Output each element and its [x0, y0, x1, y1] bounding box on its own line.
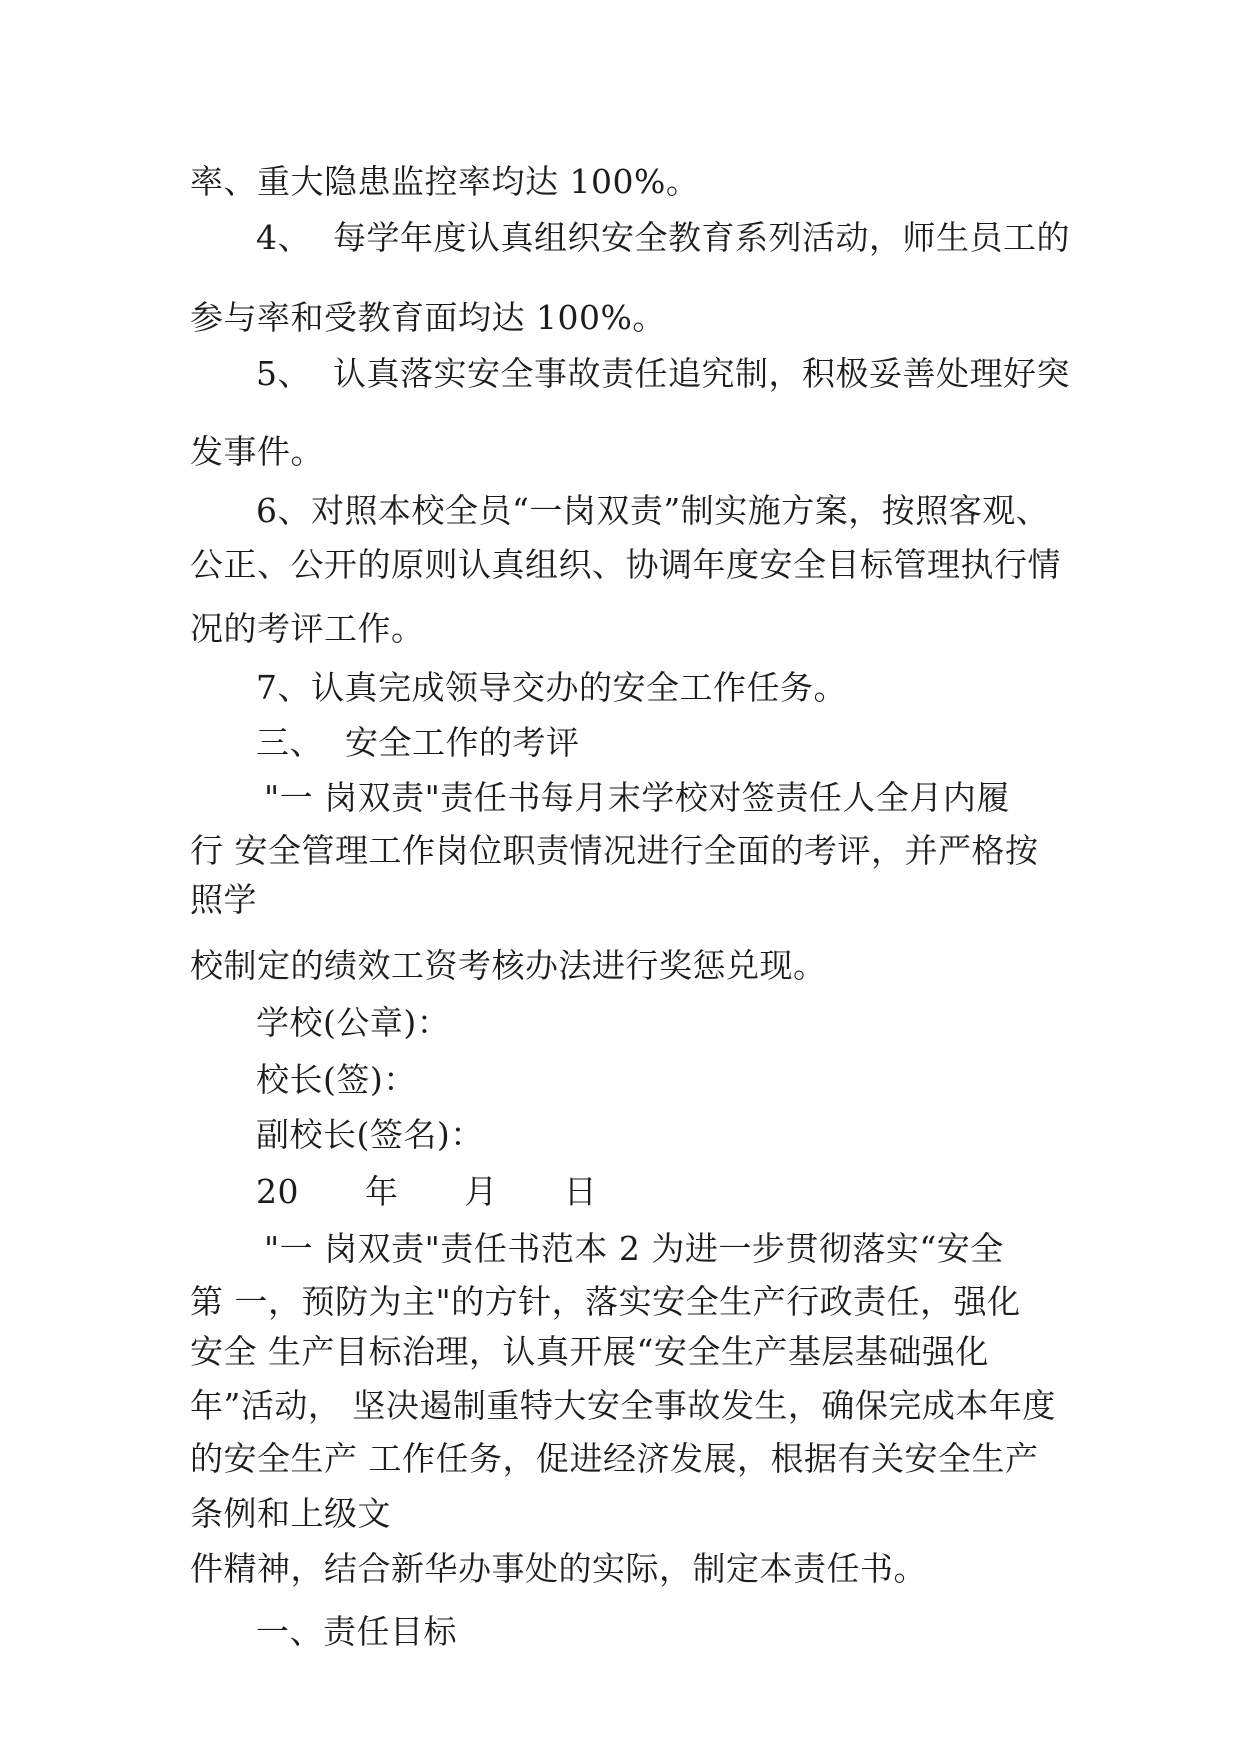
body-text-line: 参与率和受教育面均达 100%。	[190, 298, 666, 337]
body-text-line: 件精神，结合新华办事处的实际，制定本责任书。	[190, 1549, 927, 1588]
body-text-line: "一 岗双责"责任书每月末学校对签责任人全月内履	[264, 778, 1010, 817]
numbered-item-5: 5、 认真落实安全事故责任追究制，积极妥善处理好突	[256, 354, 1070, 393]
body-text-line: 安全 生产目标治理，认真开展“安全生产基层基础强化	[190, 1332, 989, 1371]
numbered-item-7: 7、认真完成领导交办的安全工作任务。	[256, 668, 847, 707]
body-text-line: 的安全生产 工作任务，促进经济发展，根据有关安全生产	[190, 1439, 1039, 1478]
body-text-line: 校制定的绩效工资考核办法进行奖惩兑现。	[190, 946, 827, 985]
signature-principal: 校长(签)：	[256, 1060, 417, 1099]
body-text-line: 照学	[190, 880, 257, 919]
body-text-line: 行 安全管理工作岗位职责情况进行全面的考评，并严格按	[190, 831, 1039, 870]
signature-school-seal: 学校(公章)：	[256, 1003, 451, 1042]
body-text-line: 第 一，预防为主"的方针，落实安全生产行政责任，强化	[190, 1282, 1021, 1321]
body-text-line: 年”活动， 坚决遏制重特大安全事故发生，确保完成本年度	[190, 1386, 1056, 1425]
numbered-item-6: 6、对照本校全员“一岗双责”制实施方案，按照客观、	[256, 491, 1050, 530]
body-text-line: 况的考评工作。	[190, 609, 425, 648]
body-text-line: "一 岗双责"责任书范本 2 为进一步贯彻落实“安全	[264, 1229, 1004, 1268]
section-heading-1: 一、责任目标	[256, 1612, 457, 1651]
signature-date: 20 年 月 日	[256, 1172, 598, 1211]
body-text-line: 公正、公开的原则认真组织、协调年度安全目标管理执行情	[190, 545, 1061, 584]
body-text-line: 条例和上级文	[190, 1494, 391, 1533]
numbered-item-4: 4、 每学年度认真组织安全教育系列活动，师生员工的	[256, 218, 1070, 257]
section-heading-3: 三、 安全工作的考评	[256, 723, 580, 762]
body-text-line: 率、重大隐患监控率均达 100%。	[190, 162, 700, 201]
signature-vice-principal: 副校长(签名)：	[256, 1115, 484, 1154]
body-text-line: 发事件。	[190, 432, 324, 471]
